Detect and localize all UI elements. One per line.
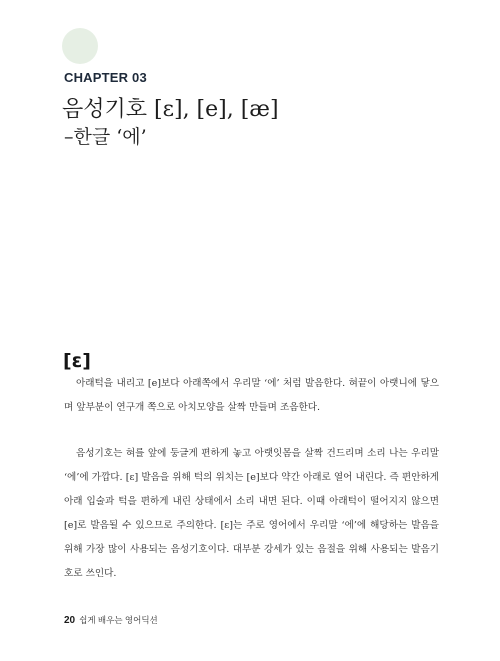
body-paragraph: 음성기호는 혀를 앞에 둥글게 편하게 놓고 아랫잇몸을 살짝 건드리며 소리 나는 우리말 ‘에’에 가깝다. [ɛ] 발음을 위해 턱의 위치는 [e]보다 약간 아래로 열어 내린다. 즉 편안하게 아래 입술과 턱을 편하게 내린 상태에서 소리 내면 된다. 이때 아래턱이 떨어지지 않으면 [e]로 발음될 수 있으므로 주의한다. [ɛ]는 주로 영어에서 우리말 ‘에’에 해당하는 발음을 위해 가장 많이 사용되는 음성기호이다. 대부분 강세가 있는 음절을 위해 사용되는 발음기호로 쓰인다. — [64, 448, 439, 579]
body-paragraph: 아래턱을 내리고 [e]보다 아래쪽에서 우리말 ‘에’ 처럼 발음한다. 혀끝이 아랫니에 닿으며 앞부분이 연구개 쪽으로 아치모양을 살짝 만들며 조음한다. — [64, 378, 439, 413]
book-title: 쉽게 배우는 영어딕션 — [79, 615, 158, 625]
decorative-circle — [62, 28, 98, 64]
section-heading: [ɛ] — [63, 350, 91, 372]
chapter-label: CHAPTER 03 — [64, 70, 147, 85]
page-subtitle: –한글 ‘에’ — [64, 126, 147, 148]
page-number: 20 — [64, 615, 76, 626]
page-footer — [64, 614, 158, 626]
page-title: 음성기호 [ɛ], [e], [æ] — [62, 97, 279, 122]
